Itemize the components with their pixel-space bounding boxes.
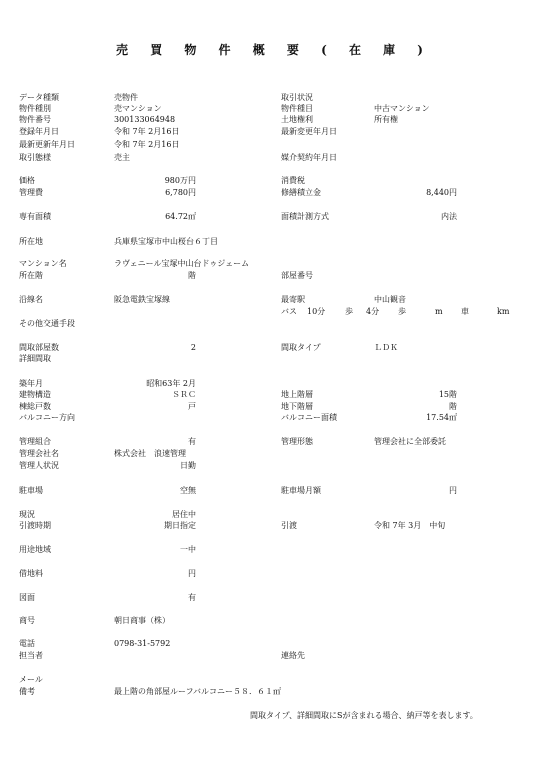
value-mgmt-company: 株式会社 浪速管理 xyxy=(114,449,186,458)
value-zoning: 一中 xyxy=(180,545,196,554)
label-other-transport: その他交通手段 xyxy=(19,319,75,328)
label-property-no: 物件番号 xyxy=(19,115,51,124)
label-exclusive-area: 専有面積 xyxy=(19,212,51,221)
value-total-units: 戸 xyxy=(188,402,196,411)
label-balcony-dir: バルコニー方向 xyxy=(19,413,75,422)
label-floor: 所在階 xyxy=(19,271,43,280)
value-location: 兵庫県宝塚市中山桜台６丁目 xyxy=(114,237,218,246)
label-remarks: 備考 xyxy=(19,687,35,696)
label-transaction-status: 取引状況 xyxy=(281,93,313,102)
label-area-method: 面積計測方式 xyxy=(281,212,329,221)
value-floors-above: 15階 xyxy=(438,390,457,399)
label-railway: 沿線名 xyxy=(19,295,43,304)
label-floors-below: 地下階層 xyxy=(281,402,313,411)
label-layout-type: 間取タイプ xyxy=(281,343,321,352)
page-title: 売 買 物 件 概 要 ( 在 庫 ) xyxy=(116,43,432,57)
value-phone: 0798-31-5792 xyxy=(114,639,171,648)
label-manager-status: 管理人状況 xyxy=(19,461,59,470)
label-land-right: 土地権利 xyxy=(281,115,313,124)
label-balcony-area: バルコニー面積 xyxy=(281,413,337,422)
label-floors-above: 地上階層 xyxy=(281,390,313,399)
label-phone: 電話 xyxy=(19,639,35,648)
label-land-lease: 借地料 xyxy=(19,569,43,578)
value-rooms: 2 xyxy=(190,343,196,352)
label-email: メール xyxy=(19,675,43,684)
value-structure: ＳＲＣ xyxy=(172,390,196,399)
label-mansion-name: マンション名 xyxy=(19,259,67,268)
label-last-change: 最新変更年月日 xyxy=(281,127,337,136)
value-manager-status: 日勤 xyxy=(180,461,196,470)
value-remarks: 最上階の角部屋ルーフバルコニー５８．６１㎡ xyxy=(114,687,281,696)
label-room-no: 部屋番号 xyxy=(281,271,313,280)
value-layout-type: ＬＤＫ xyxy=(374,343,398,352)
label-price: 価格 xyxy=(19,176,35,185)
label-contact: 連絡先 xyxy=(281,651,305,660)
label-nearest-station: 最寄駅 xyxy=(281,295,305,304)
value-repair-reserve: 8,440円 xyxy=(426,188,457,197)
value-balcony-area: 17.54㎡ xyxy=(426,413,457,422)
value-parking: 空無 xyxy=(180,486,196,495)
value-floors-below: 階 xyxy=(449,402,457,411)
value-land-right: 所有権 xyxy=(374,115,398,124)
value-mgmt-form: 管理会社に全部委託 xyxy=(374,437,446,446)
label-parking-fee: 駐車場月額 xyxy=(281,486,321,495)
value-property-item: 中古マンション xyxy=(374,104,430,113)
bus-km: km xyxy=(497,307,510,316)
label-handover-time: 引渡時期 xyxy=(19,521,51,530)
label-parking: 駐車場 xyxy=(19,486,43,495)
bus-walk2: 歩 xyxy=(398,307,406,316)
label-mediation-contract: 媒介契約年月日 xyxy=(281,153,337,162)
label-property-item: 物件種目 xyxy=(281,104,313,113)
value-land-lease: 円 xyxy=(188,569,196,578)
value-company: 朝日商事（株） xyxy=(114,616,170,625)
footnote: 間取タイプ、詳細間取にSが含まれる場合、納戸等を表します。 xyxy=(250,711,478,720)
label-zoning: 用途地域 xyxy=(19,545,51,554)
label-bus: バス xyxy=(281,307,297,316)
value-area-method: 内法 xyxy=(441,212,457,221)
label-property-type: 物件種別 xyxy=(19,104,51,113)
value-built: 昭和63年 2月 xyxy=(146,379,196,388)
label-registered: 登録年月日 xyxy=(19,127,59,136)
bus-walk-minutes: 4分 xyxy=(366,307,380,316)
value-nearest-station: 中山観音 xyxy=(374,295,406,304)
value-railway: 阪急電鉄宝塚線 xyxy=(114,295,170,304)
label-mgmt-assoc: 管理組合 xyxy=(19,437,51,446)
bus-walk: 歩 xyxy=(345,307,353,316)
label-rooms: 間取部屋数 xyxy=(19,343,59,352)
value-exclusive-area: 64.72㎡ xyxy=(165,212,196,221)
value-drawing: 有 xyxy=(188,593,196,602)
label-current-state: 現況 xyxy=(19,510,35,519)
value-property-type: 売マンション xyxy=(114,104,162,113)
value-parking-fee: 円 xyxy=(449,486,457,495)
label-drawing: 図面 xyxy=(19,593,35,602)
label-location: 所在地 xyxy=(19,237,43,246)
bus-m: m xyxy=(435,307,443,316)
label-total-units: 棟総戸数 xyxy=(19,402,51,411)
label-repair-reserve: 修繕積立金 xyxy=(281,188,321,197)
value-updated: 令和 7年 2月16日 xyxy=(114,140,180,149)
label-data-kind: データ種類 xyxy=(19,93,59,102)
label-built: 築年月 xyxy=(19,379,43,388)
value-transaction-form: 売主 xyxy=(114,153,130,162)
label-company: 商号 xyxy=(19,616,35,625)
label-mgmt-company: 管理会社名 xyxy=(19,449,59,458)
value-property-no: 300133064948 xyxy=(114,115,176,124)
label-structure: 建物構造 xyxy=(19,390,51,399)
value-current-state: 居住中 xyxy=(172,510,196,519)
bus-minutes: 10分 xyxy=(307,307,326,316)
label-handover: 引渡 xyxy=(281,521,297,530)
label-management-fee: 管理費 xyxy=(19,188,43,197)
label-mgmt-form: 管理形態 xyxy=(281,437,313,446)
label-updated: 最新更新年月日 xyxy=(19,140,75,149)
value-handover-time: 期日指定 xyxy=(164,521,196,530)
label-consumption-tax: 消費税 xyxy=(281,176,305,185)
value-mansion-name: ラヴェニール宝塚中山台ドゥジェーム xyxy=(114,259,250,268)
label-layout-detail: 詳細間取 xyxy=(19,354,51,363)
value-handover: 令和 7年 3月 中旬 xyxy=(374,521,446,530)
label-person: 担当者 xyxy=(19,651,43,660)
label-transaction-form: 取引態様 xyxy=(19,153,51,162)
value-management-fee: 6,780円 xyxy=(165,188,196,197)
value-price: 980万円 xyxy=(164,176,196,185)
value-floor: 階 xyxy=(188,271,196,280)
value-registered: 令和 7年 2月16日 xyxy=(114,127,180,136)
value-data-kind: 売物件 xyxy=(114,93,138,102)
bus-car: 車 xyxy=(461,307,469,316)
value-mgmt-assoc: 有 xyxy=(188,437,196,446)
